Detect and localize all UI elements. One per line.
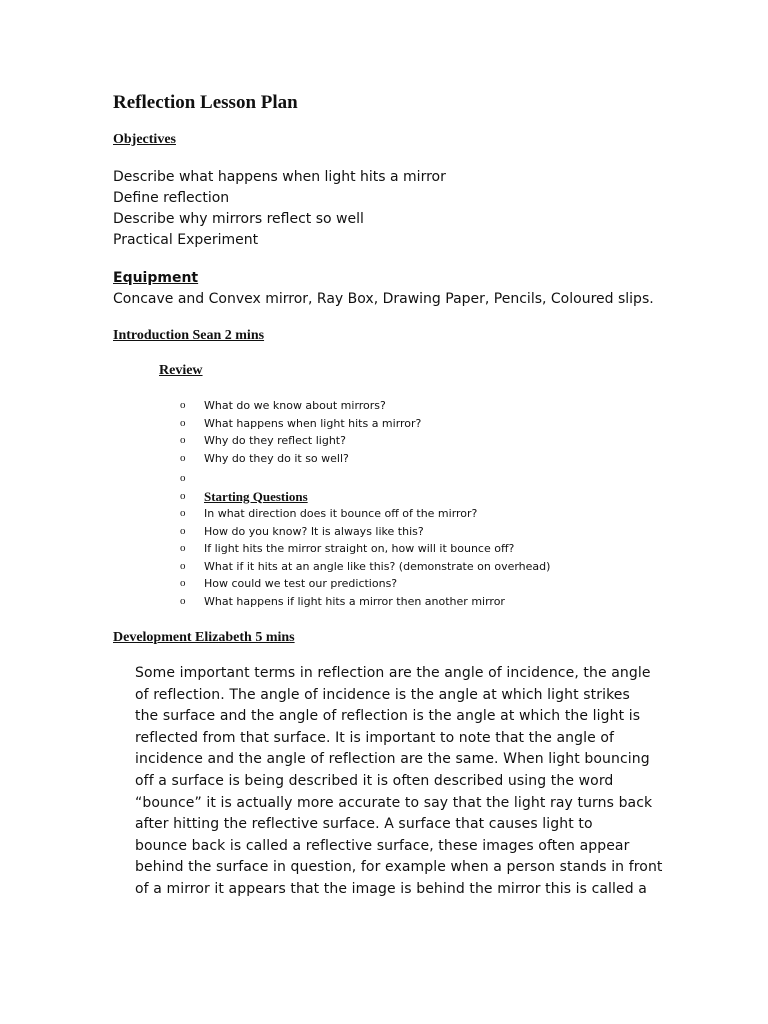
bullet-icon: o [180, 472, 186, 484]
objective-item: Describe what happens when light hits a mirror [113, 169, 446, 185]
paragraph-line: Some important terms in reflection are the angle of incidence, the angle [135, 665, 651, 681]
equipment-heading: Equipment [113, 270, 199, 286]
review-list [180, 397, 421, 467]
list-item: o How do you know? It is always like this? [180, 523, 550, 541]
paragraph-line: off a surface is being described it is often described using the word [135, 772, 614, 789]
list-item: o What happens if light hits a mirror then another mirror [180, 593, 550, 611]
equipment-text: Concave and Convex mirror, Ray Box, Drawing Paper, Pencils, Coloured slips. [113, 291, 654, 307]
paragraph-line: incidence and the angle of reflection are the same. When light bouncing [135, 751, 650, 768]
bullet-icon: o [180, 489, 186, 502]
bullet-icon: o [180, 559, 186, 572]
page-title: Reflection Lesson Plan [113, 92, 298, 113]
paragraph-line: of a mirror it appears that the image is behind the mirror this is called a [135, 880, 647, 897]
paragraph-line: bounce back is called a reflective surface, these images often appear [135, 837, 630, 854]
introduction-heading: Introduction Sean 2 mins [113, 328, 265, 343]
bullet-icon: o [180, 594, 186, 607]
bullet-icon: o [180, 507, 186, 519]
paragraph-line: “bounce” it is actually more accurate to say that the light ray turns back [135, 794, 653, 811]
development-heading: Development Elizabeth 5 mins [113, 630, 295, 645]
objectives-heading: Objectives [113, 132, 176, 147]
bullet-icon: o [180, 416, 186, 429]
starting-questions-heading: Starting Questions [204, 488, 308, 504]
bullet-icon: o [180, 577, 186, 589]
paragraph-line: reflected from that surface. It is important to note that the angle of [135, 729, 615, 746]
list-item: o Why do they do it so well? [180, 450, 421, 468]
list-item: o What happens when light hits a mirror? [180, 415, 421, 433]
bullet-icon: o [180, 451, 186, 464]
bullet-icon: o [180, 434, 186, 446]
list-item: o What if it hits at an angle like this? (demonstrate on overhead) [180, 558, 550, 576]
list-item [180, 488, 550, 506]
list-item: o What do we know about mirrors? [180, 397, 421, 415]
objectives-list [113, 167, 446, 251]
list-item: o Why do they reflect light? [180, 432, 421, 450]
objective-item: Describe why mirrors reflect so well [113, 211, 364, 227]
paragraph-line: the surface and the angle of reflection is the angle at which the light is [135, 708, 641, 725]
objective-item: Practical Experiment [113, 232, 259, 248]
objective-item: Define reflection [113, 190, 230, 206]
bullet-icon: o [180, 542, 186, 554]
development-paragraph [135, 663, 663, 901]
paragraph-line: after hitting the reflective surface. A surface that causes light to [135, 816, 593, 833]
list-item [180, 470, 550, 488]
list-item: o If light hits the mirror straight on, how will it bounce off? [180, 540, 550, 558]
paragraph-line: of reflection. The angle of incidence is the angle at which light strikes [135, 686, 630, 703]
starting-questions-list [180, 470, 550, 610]
list-item: o In what direction does it bounce off of the mirror? [180, 505, 550, 523]
paragraph-line: behind the surface in question, for example when a person stands in front [135, 859, 663, 876]
bullet-icon: o [180, 399, 186, 411]
bullet-icon: o [180, 524, 186, 537]
review-heading: Review [159, 363, 203, 378]
list-item: o How could we test our predictions? [180, 575, 550, 593]
